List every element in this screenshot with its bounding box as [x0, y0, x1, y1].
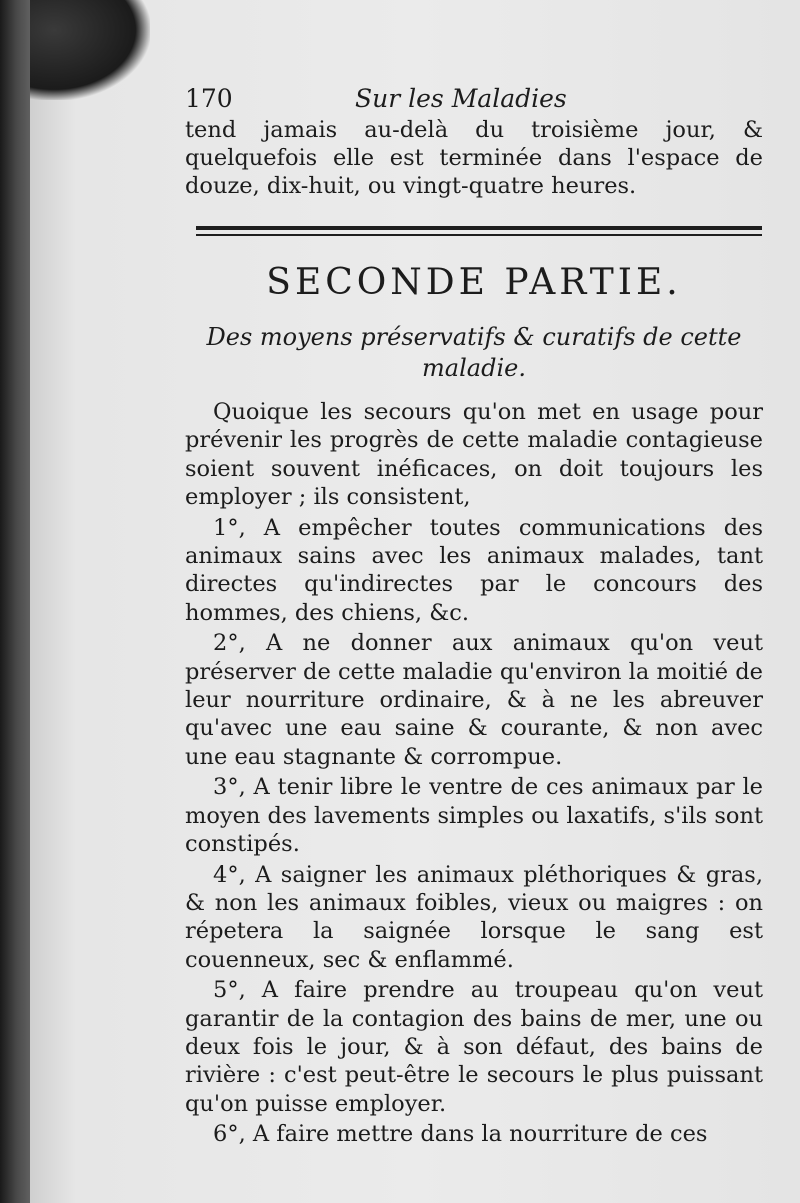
paragraph-item-3: 3°, A tenir libre le ventre de ces animaux par le moyen des lavements simples ou laxatifs, s'ils sont constipés.: [185, 774, 763, 858]
paragraph-item-4: 4°, A saigner les animaux pléthoriques & gras, & non les animaux foibles, vieux ou maigres : on répetera la saignée lorsque le sang est couenneux, sec & enflammé.: [185, 861, 763, 973]
page-number: 170: [185, 84, 233, 113]
paragraph-intro: Quoique les secours qu'on met en usage pour prévenir les progrès de cette maladie contagieuse soient souvent inéficaces, on doit toujours les employer ; ils consistent,: [185, 399, 763, 511]
section-rule-thick: [196, 226, 762, 230]
paragraph-item-6: 6°, A faire mettre dans la nourriture de ces: [213, 1121, 708, 1148]
running-title: Sur les Maladies: [355, 84, 567, 113]
paragraph-item-5: 5°, A faire prendre au troupeau qu'on veut garantir de la contagion des bains de mer, une ou deux fois le jour, & à son défaut, des bains de rivière : c'est peut-être le secours le plus puissant qu'on puisse employer.: [185, 977, 763, 1117]
paragraph-item-2: 2°, A ne donner aux animaux qu'on veut préserver de cette maladie qu'environ la moitié de leur nourriture ordinaire, & à ne les abreuver qu'avec une eau saine & courante, & non avec une eau stagnante & corrompue.: [185, 630, 763, 770]
section-subtitle: Des moyens préservatifs & curatifs de cette maladie.: [206, 323, 742, 382]
section-rule-thin: [196, 234, 762, 236]
book-page: [30, 0, 800, 1203]
body-text: [185, 398, 763, 1151]
thumb-shadow: [30, 0, 150, 100]
running-header: [185, 84, 755, 118]
intro-paragraph: tend jamais au-delà du troisième jour, & quelquefois elle est terminée dans l'espace de douze, dix-huit, ou vingt-quatre heures.: [185, 117, 763, 199]
section-title: SECONDE PARTIE.: [266, 262, 682, 303]
paragraph-item-1: 1°, A empêcher toutes communications des animaux sains avec les animaux malades, tant directes qu'indirectes par le concours des hommes, des chiens, &c.: [185, 514, 763, 626]
